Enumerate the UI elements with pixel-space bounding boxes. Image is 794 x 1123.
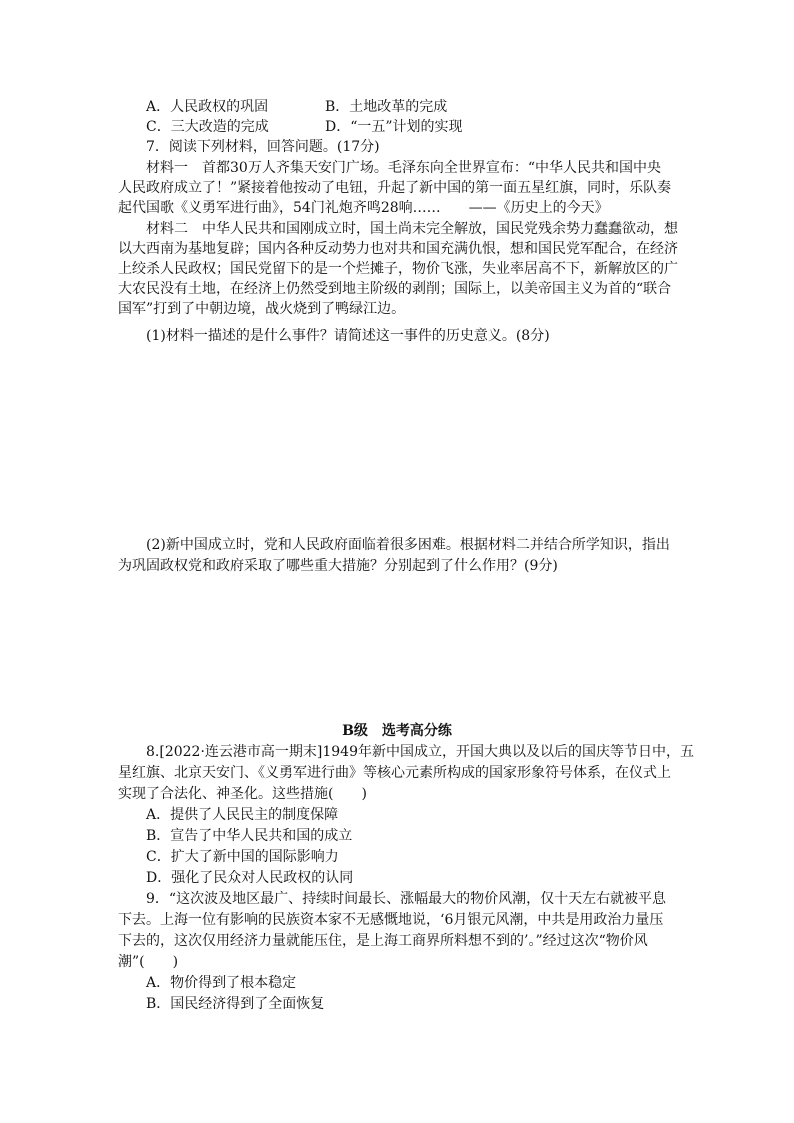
q7-stem: 7．阅读下列材料，回答问题。(17分) [146,139,380,155]
q8-stem-line: 实现了合法化、神圣化。这些措施( ) [118,786,367,802]
q9-stem-line: 潮”( ) [118,954,179,970]
q6-option-b: B．土地改革的完成 [325,99,448,115]
q9-option: B．国民经济得到了全面恢复 [146,996,325,1012]
q8-stem-line: 8.[2022·连云港市高一期末]1949年新中国成立，开国大典以及以后的国庆等节日中，五 [146,744,694,760]
q6-option-d: D．“一五”计划的实现 [325,119,463,135]
q7-material1-line: 人民政府成立了！”紧接着他按动了电钮，升起了新中国的第一面五星红旗，同时，乐队奏 [118,180,672,196]
q7-material2-line: 上绞杀人民政权；国民党留下的是一个烂摊子，物价飞涨，失业率居高不下，新解放区的广 [118,261,678,277]
q7-material2-line: 以大西南为基地复辟；国内各种反动势力也对共和国充满仇恨，想和国民党军配合，在经济 [118,241,678,257]
q7-material2-line: 大农民没有土地，在经济上仍然受到地主阶级的剥削；国际上，以美帝国主义为首的“联合 [118,281,672,297]
q7-material1-line: 起代国歌《义勇军进行曲》，54门礼炮齐鸣28响…… ——《历史上的今天》 [118,200,609,216]
q7-material2-line: 材料二 中华人民共和国刚成立时，国土尚未完全解放，国民党残余势力蠢蠢欲动，想 [146,221,678,237]
q9-stem-line: 下去。上海一位有影响的民族资本家不无感慨地说，‘6月银元风潮，中共是用政治力量压 [118,912,664,928]
answer-space-1 [118,352,678,522]
q7-subquestion-2-line: 为巩固政权党和政府采取了哪些重大措施？分别起到了什么作用？(9分) [118,558,558,574]
q7-material1-line: 材料一 首都30万人齐集天安门广场。毛泽东向全世界宣布：“中华人民共和国中央 [146,160,661,176]
q8-option: D．强化了民众对人民政权的认同 [146,870,354,886]
q6-option-c: C．三大改造的完成 [146,119,269,135]
q9-option: A．物价得到了根本稳定 [146,975,297,991]
q9-stem-line: 下去的，这次仅用经济力量就能压住，是上海工商界所料想不到的’。”经过这次“物价风 [118,933,648,949]
q8-stem-line: 星红旗、北京天安门、《义勇军进行曲》等核心元素所构成的国家形象符号体系，在仪式上 [118,765,671,781]
q6-option-a: A．人民政权的巩固 [146,99,269,115]
section-heading: B级 选考高分练 [342,723,452,739]
q8-option: A．提供了人民民主的制度保障 [146,807,339,823]
answer-space-2 [118,582,678,712]
q7-subquestion-2-line: (2)新中国成立时，党和人民政府面临着很多困难。根据材料二并结合所学知识，指出 [146,537,670,553]
q9-stem-line: 9．“这次波及地区最广、持续时间最长、涨幅最大的物价风潮，仅十天左右就被平息 [146,891,667,907]
q8-option: B．宣告了中华人民共和国的成立 [146,828,353,844]
q8-option: C．扩大了新中国的国际影响力 [146,849,339,865]
q7-material2-line: 国军”打到了中朝边境，战火烧到了鸭绿江边。 [118,301,406,317]
q7-subquestion-1: (1)材料一描述的是什么事件？请简述这一事件的历史意义。(8分) [146,328,550,344]
